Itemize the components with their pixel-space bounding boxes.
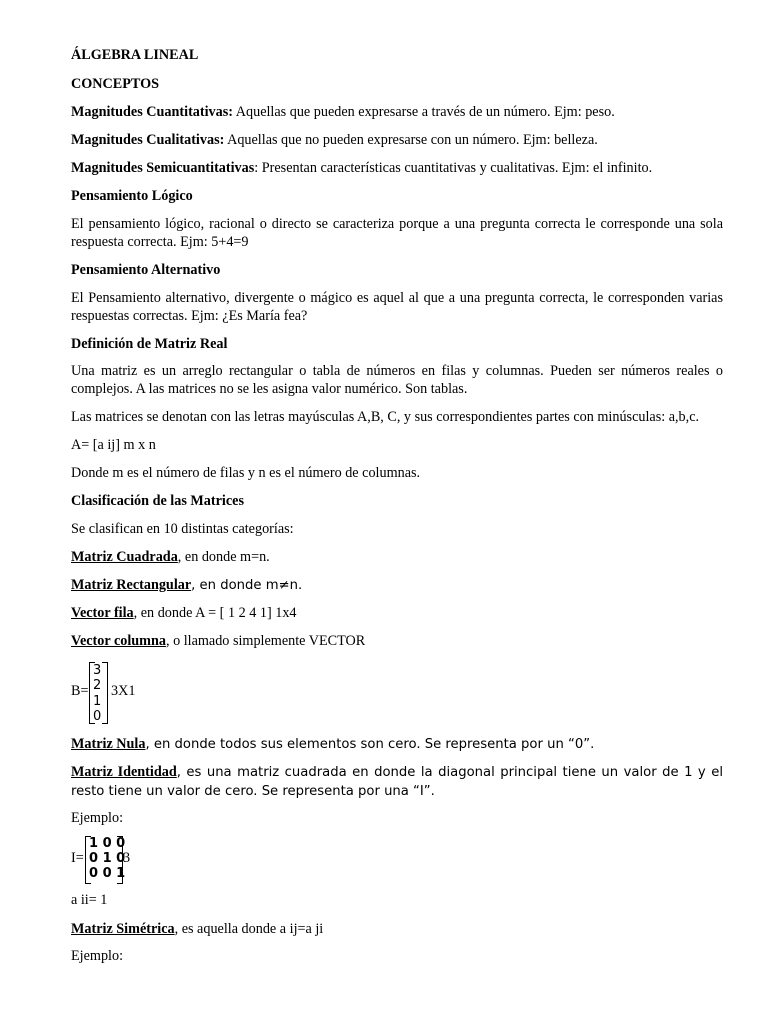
- definition: , en donde m≠n.: [191, 578, 303, 593]
- paragraph-pensamiento-logico: El pensamiento lógico, racional o directo se caracteriza porque a una pregunta correcta le corresponde una sola respuesta correcta. Ejm: 5+4=9: [71, 216, 723, 250]
- definition: , es aquella donde a ij=a ji: [174, 921, 324, 937]
- term: Vector fila: [71, 605, 134, 621]
- matrix-row: 0 0 1: [89, 866, 126, 881]
- matrix-row: 3: [93, 663, 102, 678]
- definition: : Presentan características cuantitativas y cualitativas. Ejm: el infinito.: [254, 160, 653, 176]
- definition: , es una matriz cuadrada en donde la diagonal principal tiene un valor de 1 y el resto tiene un valor de cero. Se representa por una “I”.: [71, 765, 723, 799]
- right-bracket: [102, 662, 108, 724]
- item-matriz-nula: [71, 735, 594, 754]
- term: Magnitudes Cuantitativas:: [71, 104, 233, 120]
- term: Matriz Nula: [71, 736, 146, 752]
- ejemplo-label: Ejemplo:: [71, 948, 124, 964]
- matrix-b-prefix: B=: [71, 683, 89, 699]
- matrix-row: 2: [93, 678, 102, 693]
- paragraph-clasificacion: Se clasifican en 10 distintas categorías:: [71, 521, 294, 537]
- term: Vector columna: [71, 633, 166, 649]
- definition: , en donde A = [ 1 2 4 1] 1x4: [133, 605, 297, 621]
- heading-pensamiento-logico: Pensamiento Lógico: [71, 188, 193, 204]
- section-heading-conceptos: CONCEPTOS: [71, 76, 160, 92]
- document-title: ÁLGEBRA LINEAL: [71, 47, 199, 63]
- paragraph-denotacion: Las matrices se denotan con las letras mayúsculas A,B, C, y sus correspondientes partes con minúsculas: a,b,c.: [71, 409, 700, 425]
- item-matriz-rectangular: [71, 576, 302, 595]
- item-vector-fila: [71, 604, 297, 622]
- definition: , en donde todos sus elementos son cero. Se representa por un “0”.: [145, 737, 595, 752]
- matrix-i-dimension: 3: [123, 850, 131, 866]
- definition: Aquellas que no pueden expresarse con un número. Ejm: belleza.: [224, 132, 598, 148]
- paragraph-cualitativas: [71, 131, 598, 149]
- term: Magnitudes Semicuantitativas: [71, 160, 255, 176]
- paragraph-filas-columnas: Donde m es el número de filas y n es el número de columnas.: [71, 465, 421, 481]
- heading-clasificacion: Clasificación de las Matrices: [71, 493, 244, 509]
- term: Matriz Simétrica: [71, 921, 175, 937]
- paragraph-cuantitativas: [71, 103, 615, 121]
- item-matriz-cuadrada: [71, 548, 270, 566]
- paragraph-definicion-matriz: Una matriz es un arreglo rectangular o tabla de números en filas y columnas. Pueden ser números reales o complejos. A las matrices no se les asigna valor numérico. Son tablas.: [71, 363, 723, 397]
- matrix-i-prefix: I=: [71, 850, 84, 866]
- heading-pensamiento-alternativo: Pensamiento Alternativo: [71, 262, 221, 278]
- paragraph-semicuantitativas: [71, 159, 652, 177]
- term: Magnitudes Cualitativas:: [71, 132, 225, 148]
- item-matriz-simetrica: [71, 920, 323, 938]
- matrix-row: 0 1 0: [89, 851, 126, 866]
- heading-definicion-matriz: Definición de Matriz Real: [71, 336, 228, 352]
- term: Matriz Rectangular: [71, 577, 192, 593]
- ejemplo-label: Ejemplo:: [71, 810, 124, 826]
- definition: Aquellas que pueden expresarse a través de un número. Ejm: peso.: [233, 104, 615, 120]
- matrix-formula: A= [a ij] m x n: [71, 437, 156, 453]
- definition: , en donde m=n.: [177, 549, 270, 565]
- item-matriz-identidad: [71, 763, 723, 801]
- matrix-row: 1: [93, 694, 102, 709]
- paragraph-aii: a ii= 1: [71, 892, 108, 908]
- term: Matriz Cuadrada: [71, 549, 178, 565]
- definition: , o llamado simplemente VECTOR: [165, 633, 366, 649]
- matrix-row: 1 0 0: [89, 836, 126, 851]
- matrix-b-dimension: 3X1: [111, 683, 136, 699]
- item-vector-columna: [71, 632, 365, 650]
- paragraph-pensamiento-alternativo: El Pensamiento alternativo, divergente o mágico es aquel al que a una pregunta correcta, le corresponden varias respuestas correctas. Ejm: ¿Es María fea?: [71, 290, 723, 324]
- term: Matriz Identidad: [71, 764, 177, 780]
- matrix-row: 0: [93, 709, 102, 724]
